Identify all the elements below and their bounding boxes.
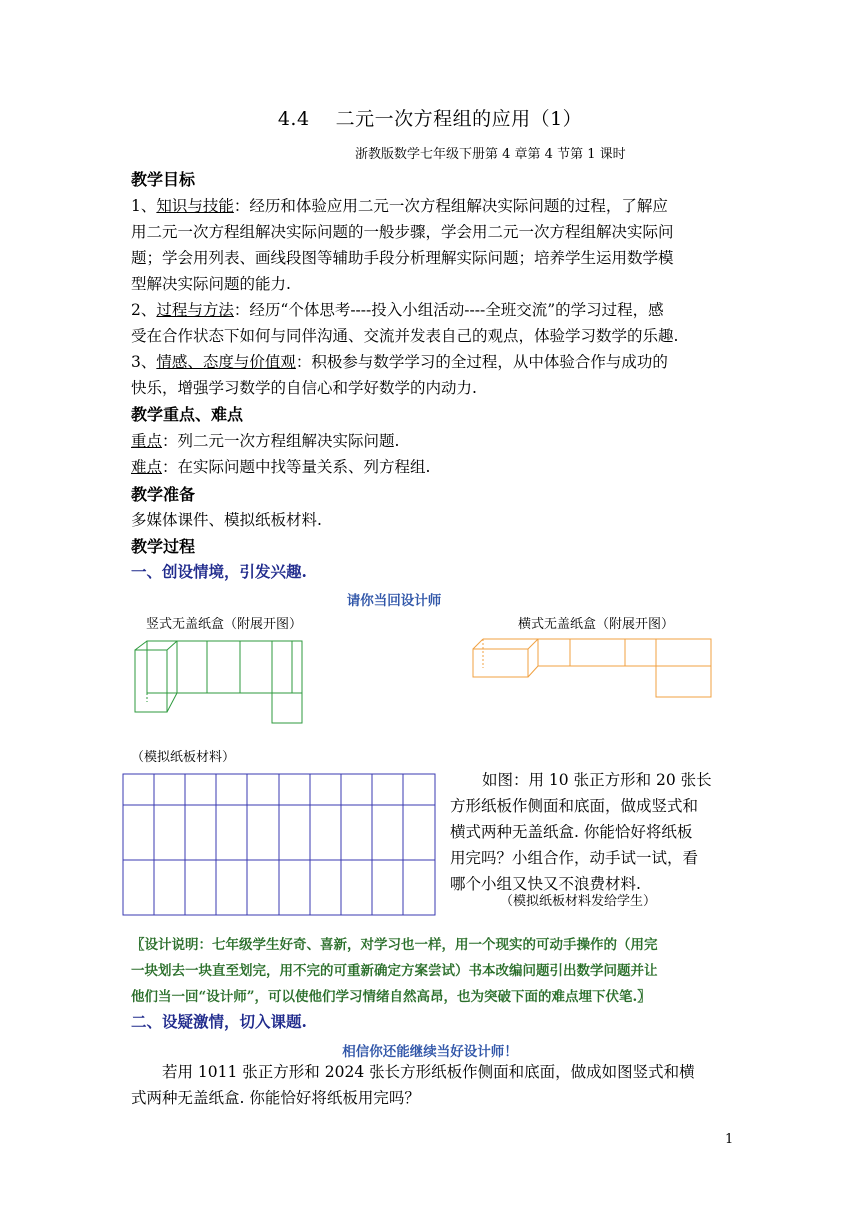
question-line-2: 方形纸板作侧面和底面，做成竖式和 (450, 797, 699, 815)
objective-1-line4: 型解决实际问题的能力. (131, 275, 291, 293)
page-subtitle: 浙教版数学七年级下册第 4 章第 4 节第 1 课时 (355, 147, 626, 162)
vertical-box-edge-3 (167, 693, 177, 712)
horizontal-box-net-diagram (470, 636, 715, 701)
designer-caption: 请你当回设计师 (346, 593, 442, 609)
question-line-5: 哪个小组又快又不浪费材料. (450, 875, 641, 893)
objective-2-number: 2、 (131, 301, 157, 319)
question-line-4: 用完吗？小组合作，动手试一试，看 (450, 849, 699, 867)
vertical-net-bottom-panel (272, 641, 302, 723)
design-note-line-3: 他们当一回“设计师”，可以使他们学习情绪自然高昂，也为突破下面的难点埋下伏笔.〗 (131, 989, 651, 1005)
objective-3-number: 3、 (131, 353, 157, 371)
hard-point-text: ：在实际问题中找等量关系、列方程组. (162, 458, 431, 476)
design-note-line-2: 一块划去一块直至划完，用不完的可重新确定方案尝试）书本改编问题引出数学问题并让 (131, 963, 658, 979)
heading-prep: 教学准备 (131, 485, 196, 504)
prep-text: 多媒体课件、模拟纸板材料. (131, 511, 322, 529)
hard-point (131, 454, 731, 480)
objective-1-line3: 题；学会用列表、画线段图等辅助手段分析理解实际问题；培养学生运用数学模 (131, 249, 674, 267)
objective-3-line2: 快乐，增强学习数学的自信心和学好数学的内动力. (131, 379, 477, 397)
section-2-heading: 二、设疑激情，切入课题. (131, 1012, 307, 1031)
hard-point-term: 难点 (131, 458, 163, 476)
section-1-heading: 一、创设情境，引发兴趣. (131, 562, 307, 581)
horizontal-net-bottom-panel (656, 666, 711, 697)
objective-1 (131, 193, 731, 297)
objective-1-number: 1、 (131, 197, 157, 215)
design-note (131, 932, 741, 1010)
material-caption: （模拟纸板材料） (131, 750, 236, 765)
objective-3-text: ：积极参与数学学习的全过程，从中体验合作与成功的 (295, 353, 668, 371)
objective-2 (131, 297, 731, 349)
question-note: （模拟纸板材料发给学生） (500, 894, 657, 909)
objective-2-line2: 受在合作状态下如何与同伴沟通、交流并发表自己的观点，体验学习数学的乐趣. (131, 327, 679, 345)
problem-line-2: 式两种无盖纸盒. 你能恰好将纸板用完吗？ (131, 1089, 420, 1107)
question-line-3: 横式两种无盖纸盒. 你能恰好将纸板 (450, 823, 693, 841)
problem-line-1: 若用 1011 张正方形和 2024 张长方形纸板作侧面和底面，做成如图竖式和横 (162, 1063, 695, 1081)
heading-process: 教学过程 (131, 537, 196, 556)
vertical-box-edge-1 (135, 641, 147, 650)
heading-objectives: 教学目标 (131, 170, 196, 189)
horizontal-box-edge-1 (473, 639, 483, 649)
horizontal-box-front (473, 649, 528, 677)
objective-1-term: 知识与技能 (156, 197, 234, 215)
key-point (131, 428, 731, 454)
design-note-line-1: 〖设计说明：七年级学生好奇、喜新，对学习也一样，用一个现实的可动手操作的（用完 (131, 937, 658, 953)
objective-3 (131, 349, 731, 401)
vertical-box-front (135, 650, 167, 712)
vertical-box-caption: 竖式无盖纸盒（附展开图） (146, 617, 303, 632)
question-line-1: 如图：用 10 张正方形和 20 张长 (482, 771, 712, 789)
key-point-term: 重点 (131, 432, 163, 450)
objective-3-term: 情感、态度与价值观 (156, 353, 296, 371)
horizontal-box-edge-3 (528, 666, 538, 677)
designer2-caption: 相信你还能继续当好设计师！ (342, 1044, 518, 1060)
vertical-box-edge-2 (167, 641, 177, 650)
heading-keypoints: 教学重点、难点 (131, 405, 244, 424)
key-point-text: ：列二元一次方程组解决实际问题. (162, 432, 400, 450)
page-number: 1 (725, 1132, 734, 1147)
page-title: 4.4 二元一次方程组的应用（1） (277, 108, 583, 130)
objective-1-text: ：经历和体验应用二元一次方程组解决实际问题的过程，了解应 (233, 197, 668, 215)
objective-2-term: 过程与方法 (156, 301, 234, 319)
horizontal-box-edge-2 (528, 639, 538, 649)
objective-2-text: ：经历“个体思考----投入小组活动----全班交流”的学习过程，感 (233, 301, 664, 319)
objective-1-line2: 用二元一次方程组解决实际问题的一般步骤，学会用二元一次方程组解决实际问 (131, 223, 674, 241)
vertical-box-net-diagram (132, 638, 307, 728)
cardboard-material-grid (122, 773, 438, 918)
horizontal-box-caption: 横式无盖纸盒（附展开图） (518, 617, 675, 632)
